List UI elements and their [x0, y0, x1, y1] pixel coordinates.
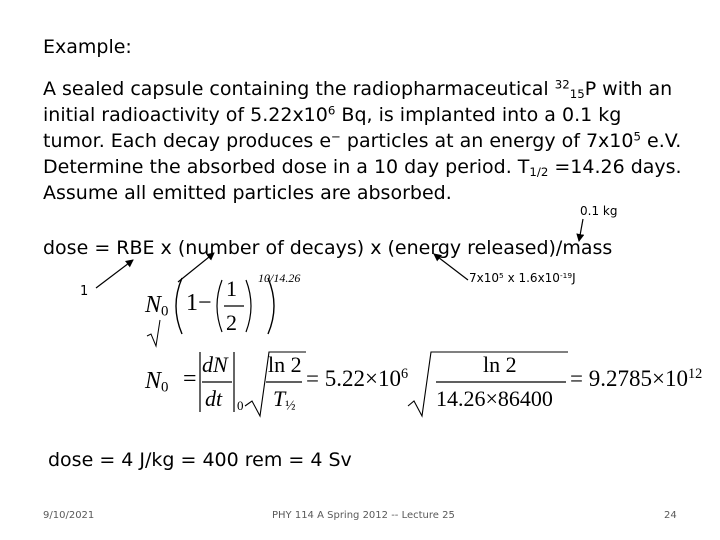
problem-text: initial radioactivity of 5.22x10 — [43, 104, 328, 126]
energy-text: x 1.6x10 — [503, 271, 560, 285]
exponent: 5 — [633, 129, 641, 144]
problem-line-5: Assume all emitted particles are absorbed. — [43, 182, 452, 204]
dose-answer: dose = 4 J/kg = 400 rem = 4 Sv — [48, 449, 352, 471]
footer-course: PHY 114 A Spring 2012 -- Lecture 25 — [272, 510, 455, 521]
arrow-mass — [579, 219, 583, 241]
rbe-annotation: 1 — [80, 284, 89, 299]
exponent: -19 — [559, 270, 573, 280]
eq1-one-minus: 1− — [186, 290, 212, 316]
eq2-result: = $9.2785\times 10^{12}$ — [570, 366, 703, 391]
eq1-right-paren — [268, 278, 274, 334]
dose-formula: dose = RBE x (number of decays) x (energy released)/mass — [43, 237, 613, 259]
eq1-n0: $N_0$ — [145, 292, 169, 320]
radical-right — [408, 352, 568, 416]
energy-text: J — [572, 271, 576, 285]
atomic-number: 15 — [569, 86, 585, 101]
half-life-subscript: 1/2 — [529, 164, 549, 179]
eq1-exponent: 10/14.26 — [258, 271, 301, 285]
eq2-n0: $N_0$ — [145, 368, 169, 396]
eq2-value: = $5.22\times 10^6$ — [306, 366, 409, 391]
exponent: 5 — [499, 270, 504, 280]
problem-text: particles at an energy of 7x10 — [340, 130, 634, 152]
eq1-frac-den: 2 — [226, 310, 237, 335]
problem-text: A sealed capsule containing the radiopharmaceutical — [43, 78, 555, 100]
footer-date: 9/10/2021 — [43, 510, 95, 521]
problem-text: P with an — [584, 78, 673, 100]
eq1-frac-num: 1 — [226, 276, 237, 301]
eq2-dn: dN — [202, 352, 228, 377]
energy-text: 7x10 — [469, 271, 500, 285]
eq2-eval-sub: 0 — [237, 398, 244, 413]
eq2-equals: = — [183, 366, 197, 392]
arrow-rbe — [96, 260, 133, 288]
problem-text: Determine the absorbed dose in a 10 day period. T — [43, 156, 530, 178]
footer-page-number: 24 — [664, 510, 677, 521]
radical-left — [245, 352, 306, 416]
charge-sign: − — [331, 129, 341, 144]
problem-text: =14.26 days. — [548, 156, 682, 178]
mass-number: 32 — [554, 77, 570, 92]
problem-text: e.V. — [640, 130, 682, 152]
eq2-ln2-b: ln 2 — [483, 352, 517, 377]
arrow-energy — [434, 254, 468, 280]
eq2-ln2: ln 2 — [268, 352, 302, 377]
eq2-thalf: $T_{\frac{1}{2}}$ — [273, 386, 296, 413]
eq1-inner-left-paren — [217, 280, 222, 332]
mass-annotation: 0.1 kg — [580, 204, 618, 218]
slide-heading: Example: — [43, 36, 132, 58]
exponent: 6 — [327, 103, 336, 118]
radical-eq1 — [147, 320, 160, 346]
eq1-left-paren — [176, 278, 182, 334]
arrow-decays — [178, 253, 214, 282]
eq1-inner-right-paren — [246, 280, 251, 332]
problem-text: tumor. Each decay produces e — [43, 130, 332, 152]
eq2-dt: dt — [205, 386, 223, 411]
eq2-denominator: 14.26×86400 — [436, 386, 553, 411]
problem-text: Bq, is implanted into a 0.1 kg — [335, 104, 622, 126]
